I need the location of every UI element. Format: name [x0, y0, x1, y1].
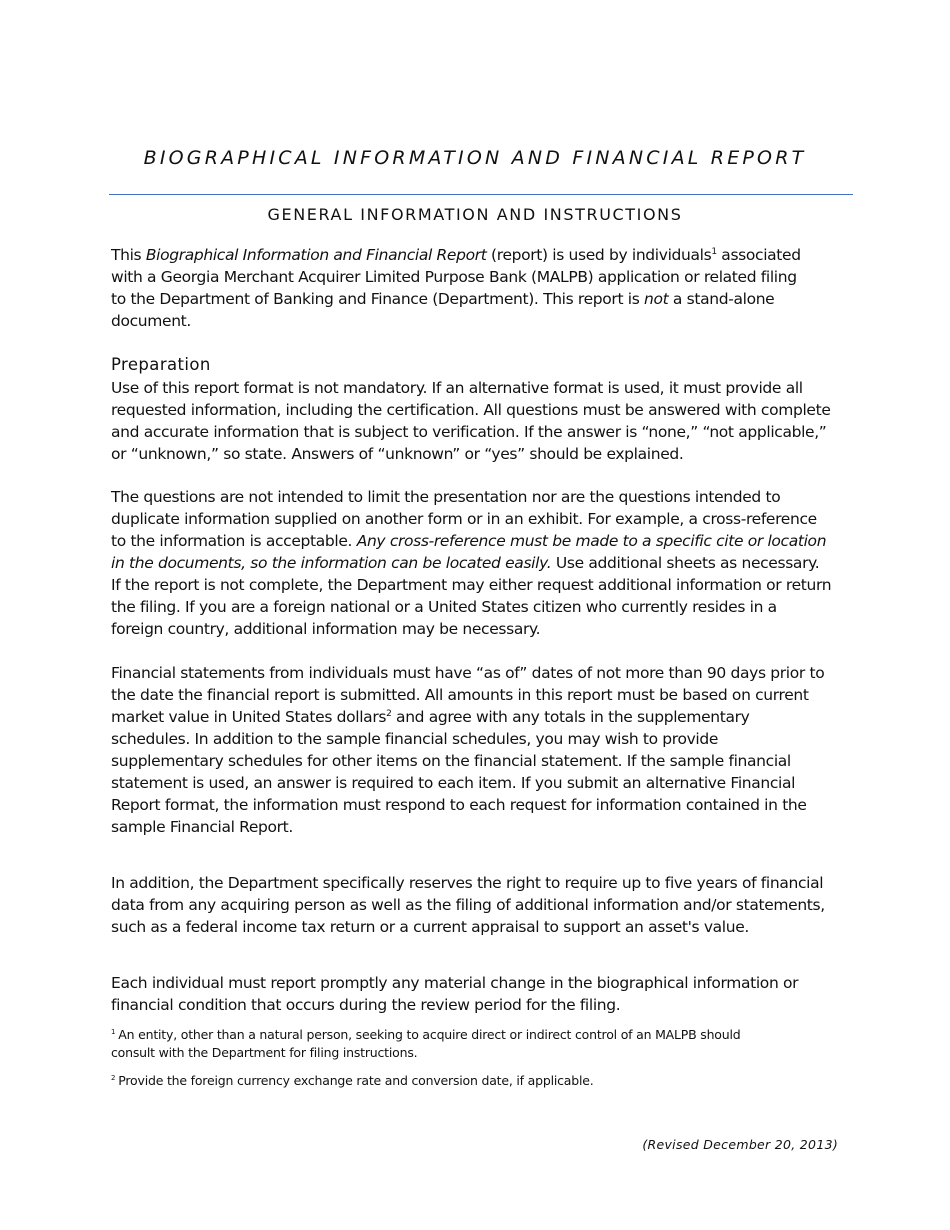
intro-line: This Biographical Information and Financial Report (report) is used by individuals$^1$ associated [111, 246, 801, 264]
footnote-marker: 2 [111, 1073, 116, 1082]
footnote-marker: 1 [111, 1027, 116, 1036]
footnote-text: An entity, other than a natural person, seeking to acquire direct or indirect control of an MALPB should [118, 1027, 741, 1042]
paragraph-line: data from any acquiring person as well as the filing of additional information and/or statements, [111, 896, 825, 914]
cross-reference-italic: in the documents, so the information can be located easily. [111, 554, 552, 572]
paragraph-line: Financial statements from individuals must have “as of” dates of not more than 90 days prior to [111, 664, 825, 682]
intro-line: to the Department of Banking and Finance (Department). This report is not a stand-alone [111, 290, 775, 308]
not-emphasis: not [644, 290, 669, 308]
cross-reference-italic: Any cross-reference must be made to a specific cite or location [356, 532, 827, 550]
paragraph-line: In addition, the Department specifically reserves the right to require up to five years of financial [111, 874, 824, 892]
paragraph-line: Each individual must report promptly any material change in the biographical information or [111, 974, 799, 992]
paragraph-line: the date the financial report is submitted. All amounts in this report must be based on current [111, 686, 809, 704]
paragraph-line: foreign country, additional information may be necessary. [111, 620, 541, 638]
paragraph-line: or “unknown,” so state. Answers of “unknown” or “yes” should be explained. [111, 445, 684, 463]
paragraph-line: such as a federal income tax return or a current appraisal to support an asset's value. [111, 918, 749, 936]
preparation-paragraph-5 [111, 972, 851, 1016]
footnote-2 [111, 1072, 851, 1090]
paragraph-line: financial condition that occurs during the review period for the filing. [111, 996, 621, 1014]
paragraph-line: in the documents, so the information can be located easily. Use additional sheets as necessary. [111, 554, 820, 572]
paragraph-line: requested information, including the certification. All questions must be answered with complete [111, 401, 831, 419]
title-divider [109, 194, 853, 195]
intro-paragraph [111, 244, 851, 332]
report-name-italic: Biographical Information and Financial Report [145, 246, 487, 264]
footnote-ref-2: 2 [386, 708, 392, 719]
paragraph-line: statement is used, an answer is required to each item. If you submit an alternative Financial [111, 774, 796, 792]
preparation-paragraph-3 [111, 662, 851, 838]
paragraph-line: schedules. In addition to the sample financial schedules, you may wish to provide [111, 730, 719, 748]
preparation-heading: Preparation [111, 355, 211, 374]
paragraph-line: sample Financial Report. [111, 818, 293, 836]
footnote-text: consult with the Department for filing instructions. [111, 1045, 418, 1060]
footnote-1 [111, 1026, 851, 1062]
paragraph-line: market value in United States dollars$^2$ and agree with any totals in the supplementary [111, 708, 750, 726]
footnote-ref-1: 1 [711, 246, 717, 257]
intro-line: document. [111, 312, 191, 330]
preparation-paragraph-4 [111, 872, 851, 938]
revision-date: (Revised December 20, 2013) [642, 1137, 838, 1152]
footnote-text: Provide the foreign currency exchange rate and conversion date, if applicable. [118, 1073, 594, 1088]
preparation-paragraph-2 [111, 486, 851, 640]
paragraph-line: If the report is not complete, the Department may either request additional information or return [111, 576, 832, 594]
paragraph-line: Use of this report format is not mandatory. If an alternative format is used, it must provide all [111, 379, 803, 397]
document-title: BIOGRAPHICAL INFORMATION AND FINANCIAL REPORT [143, 147, 807, 169]
paragraph-line: and accurate information that is subject to verification. If the answer is “none,” “not applicable,” [111, 423, 827, 441]
preparation-paragraph-1 [111, 377, 851, 465]
paragraph-line: the filing. If you are a foreign national or a United States citizen who currently resides in a [111, 598, 777, 616]
paragraph-line: to the information is acceptable. Any cross-reference must be made to a specific cite or location [111, 532, 827, 550]
paragraph-line: duplicate information supplied on another form or in an exhibit. For example, a cross-reference [111, 510, 817, 528]
section-title: GENERAL INFORMATION AND INSTRUCTIONS [267, 205, 683, 224]
paragraph-line: Report format, the information must respond to each request for information contained in the [111, 796, 807, 814]
paragraph-line: supplementary schedules for other items on the financial statement. If the sample financial [111, 752, 791, 770]
paragraph-line: The questions are not intended to limit the presentation nor are the questions intended to [111, 488, 781, 506]
intro-line: with a Georgia Merchant Acquirer Limited Purpose Bank (MALPB) application or related filing [111, 268, 797, 286]
